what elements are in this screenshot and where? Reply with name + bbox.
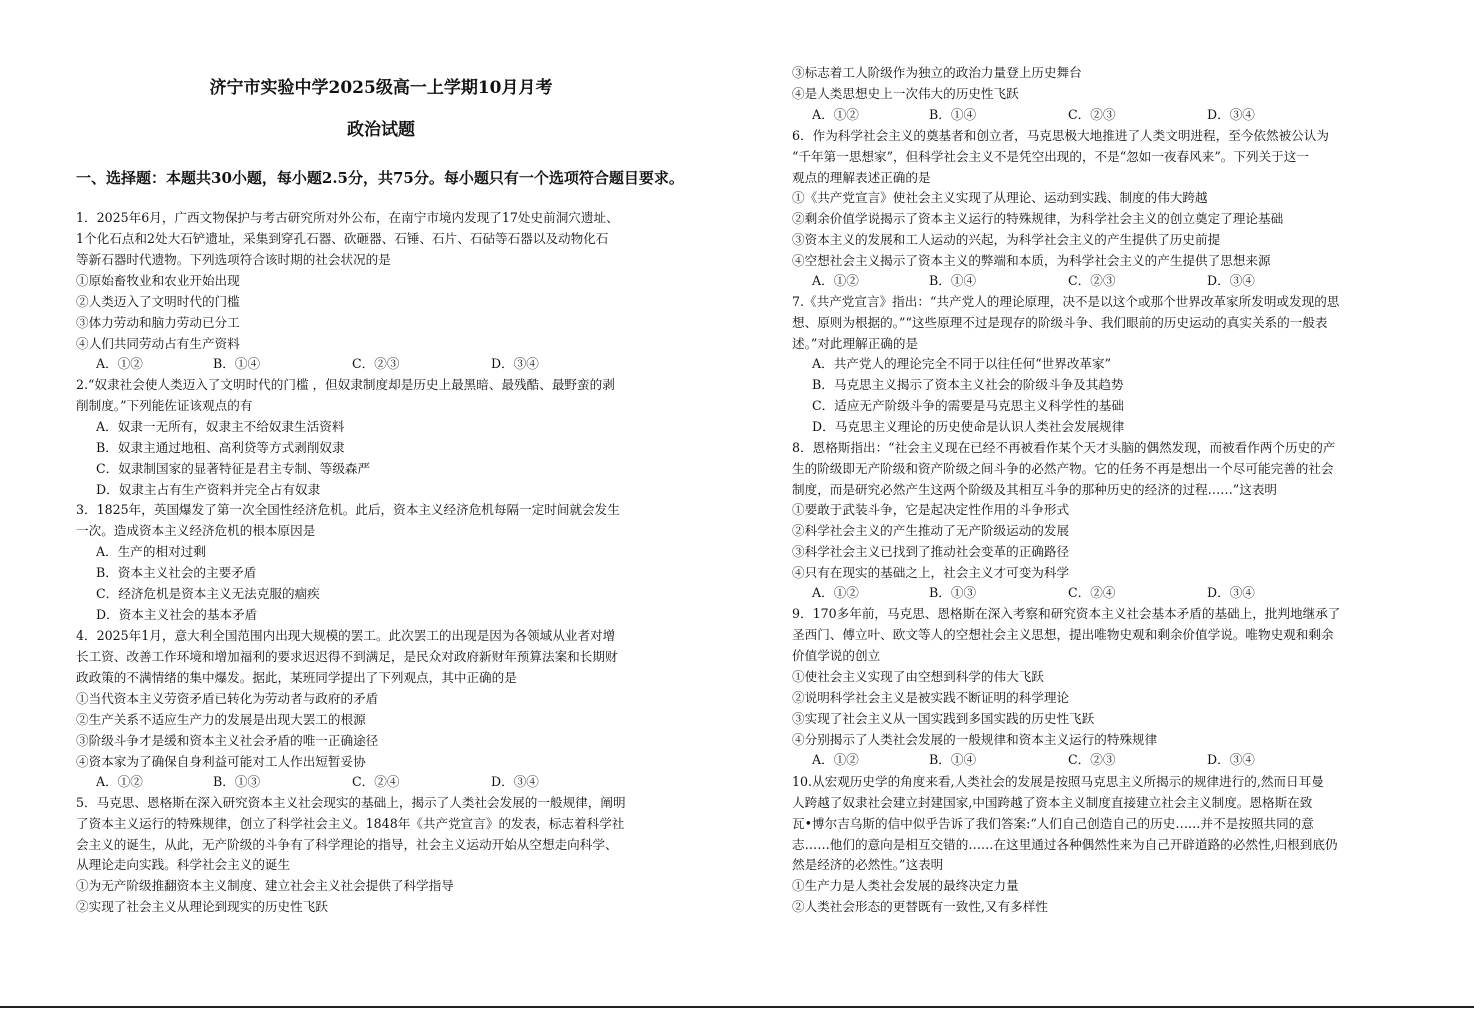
answer-option: B．①④	[929, 752, 977, 767]
left-line-1: 1．2025年6月，广西文物保护与考古研究所对外公布，在南宁市境内发现了17处史前洞穴遗址、	[76, 210, 619, 225]
right-line-4: “千年第一思想家”，但科学社会主义不是凭空出现的，不是“忽如一夜春风来”。下列关于这一	[792, 149, 1309, 164]
left-line-16: A．生产的相对过剩	[96, 544, 206, 559]
right-line-25: 圣西门、傅立叶、欧文等人的空想社会主义思想，提出唯物史观和剩余价值学说。唯物史观和剩余	[792, 627, 1334, 642]
right-line-14: B．马克思主义揭示了资本主义社会的阶级斗争及其趋势	[812, 377, 1124, 392]
answer-option: C．②③	[352, 356, 400, 371]
right-line-1: ③标志着工人阶级作为独立的政治力量登上历史舞台	[792, 65, 1082, 80]
right-line-17: 8．恩格斯指出：“社会主义现在已经不再被看作某个天才头脑的偶然发现，而被看作两个历史的产	[792, 440, 1336, 455]
right-line-36: ①生产力是人类社会发展的最终决定力量	[792, 878, 1019, 893]
left-line-7: ④人们共同劳动占有生产资料	[76, 336, 240, 351]
page-bottom-rule	[0, 1006, 1474, 1008]
right-line-2: ④是人类思想史上一次伟大的历史性飞跃	[792, 86, 1019, 101]
right-options-row-2	[812, 271, 1307, 291]
right-line-37: ②人类社会形态的更替既有一致性,又有多样性	[792, 899, 1048, 914]
right-line-28: ②说明科学社会主义是被实践不断证明的科学理论	[792, 690, 1070, 705]
section-heading: 一、选择题：本题共30小题，每小题2.5分，共75分。每小题只有一个选项符合题目要求。	[76, 169, 684, 187]
left-line-11: B．奴隶主通过地租、高利贷等方式剥削奴隶	[96, 440, 345, 455]
answer-option: A．①②	[812, 107, 859, 122]
answer-option: D．③④	[491, 356, 539, 371]
answer-option: D．③④	[1207, 107, 1255, 122]
right-options-row-4	[812, 750, 1307, 770]
right-line-30: ④分别揭示了人类社会发展的一般规律和资本主义运行的特殊规律	[792, 732, 1158, 747]
answer-option: B．①③	[213, 774, 261, 789]
right-line-19: 制度，而是研究必然产生这两个阶级及其相互斗争的那种历史的经济的过程……”这表明	[792, 482, 1278, 497]
left-line-24: ②生产关系不适应生产力的发展是出现大罢工的根源	[76, 712, 366, 727]
right-line-29: ③实现了社会主义从一国实践到多国实践的历史性飞跃	[792, 711, 1095, 726]
right-line-9: ④空想社会主义揭示了资本主义的弊端和本质，为科学社会主义的产生提供了思想来源	[792, 253, 1271, 268]
right-options-row-1	[812, 105, 1307, 125]
answer-option: B．①③	[929, 585, 977, 600]
left-options-row-2	[96, 772, 591, 792]
left-line-14: 3．1825年，英国爆发了第一次全国性经济危机。此后，资本主义经济危机每隔一定时间就会发生	[76, 502, 620, 517]
left-line-5: ②人类迈入了文明时代的门槛	[76, 294, 240, 309]
right-line-26: 价值学说的创立	[792, 648, 881, 663]
answer-option: D．③④	[1207, 273, 1255, 288]
answer-option: D．③④	[491, 774, 539, 789]
answer-option: C．②③	[1068, 273, 1116, 288]
answer-option: A．①②	[96, 356, 143, 371]
right-line-15: C．适应无产阶级斗争的需要是马克思主义科学性的基础	[812, 398, 1124, 413]
right-line-16: D．马克思主义理论的历史使命是认识人类社会发展规律	[812, 419, 1125, 434]
left-options-row-1	[96, 354, 591, 374]
right-line-35: 然是经济的必然性。”这表明	[792, 857, 944, 872]
answer-option: C．②④	[1068, 585, 1116, 600]
answer-option: A．①②	[812, 585, 859, 600]
right-line-6: ①《共产党宣言》使社会主义实现了从理论、运动到实践、制度的伟大跨越	[792, 190, 1208, 205]
right-line-3: 6．作为科学社会主义的奠基者和创立者，马克思极大地推进了人类文明进程，至今依然被公认为	[792, 128, 1329, 143]
left-line-21: 长工资、改善工作环境和增加福利的要求迟迟得不到满足，是民众对政府新财年预算法案和长期财	[76, 649, 618, 664]
left-line-27: 5．马克思、恩格斯在深入研究资本主义社会现实的基础上，揭示了人类社会发展的一般规律，阐明	[76, 795, 626, 810]
answer-option: C．②④	[352, 774, 400, 789]
left-line-30: 从理论走向实践。科学社会主义的诞生	[76, 857, 291, 872]
right-line-5: 观点的理解表述正确的是	[792, 170, 931, 185]
right-line-23: ④只有在现实的基础之上，社会主义才可变为科学	[792, 565, 1070, 580]
right-line-31: 10.从宏观历史学的角度来看,人类社会的发展是按照马克思主义所揭示的规律进行的,然而日耳曼	[792, 774, 1324, 789]
left-line-2: 1个化石点和2处大石铲遗址，采集到穿孔石器、砍砸器、石锤、石片、石砧等石器以及动物化石	[76, 231, 609, 246]
left-line-20: 4．2025年1月，意大利全国范围内出现大规模的罢工。此次罢工的出现是因为各领域从业者对增	[76, 628, 616, 643]
right-line-11: 想、原则为根据的。”“这些原理不过是现存的阶级斗争、我们眼前的历史运动的真实关系的一般表	[792, 315, 1328, 330]
exam-subtitle: 政治试题	[347, 120, 415, 140]
left-line-22: 政政策的不满情绪的集中爆发。据此，某班同学提出了下列观点，其中正确的是	[76, 670, 517, 685]
answer-option: A．①②	[812, 273, 859, 288]
right-line-27: ①使社会主义实现了由空想到科学的伟大飞跃	[792, 669, 1044, 684]
answer-option: B．①④	[929, 107, 977, 122]
answer-option: C．②③	[1068, 107, 1116, 122]
answer-option: A．①②	[812, 752, 859, 767]
right-line-20: ①要敢于武装斗争，它是起决定性作用的斗争形式	[792, 502, 1070, 517]
left-line-18: C．经济危机是资本主义无法克服的痼疾	[96, 586, 320, 601]
right-line-34: 志……他们的意向是相互交错的……在这里通过各种偶然性来为自己开辟道路的必然性,归根到底仍	[792, 837, 1338, 852]
left-line-8: 2.“奴隶社会使人类迈入了文明时代的门槛 ，但奴隶制度却是历史上最黑暗、最残酷、最野蛮的剥	[76, 377, 615, 392]
right-line-13: A．共产党人的理论完全不同于以往任何“世界改革家”	[812, 356, 1112, 371]
right-line-22: ③科学社会主义已找到了推动社会变革的正确路径	[792, 544, 1070, 559]
right-line-33: 瓦•博尔吉乌斯的信中似乎告诉了我们答案:“人们自己创造自己的历史……并不是按照共同的意	[792, 816, 1314, 831]
left-line-13: D．奴隶主占有生产资料并完全占有奴隶	[96, 482, 321, 497]
answer-option: D．③④	[1207, 585, 1255, 600]
answer-option: A．①②	[96, 774, 143, 789]
right-line-8: ③资本主义的发展和工人运动的兴起，为科学社会主义的产生提供了历史前提	[792, 232, 1221, 247]
right-line-24: 9．170多年前，马克思、恩格斯在深入考察和研究资本主义社会基本矛盾的基础上，批判地继承了	[792, 606, 1341, 621]
left-line-9: 削制度。”下列能佐证该观点的有	[76, 398, 253, 413]
right-line-10: 7.《共产党宣言》指出：“共产党人的理论原理，决不是以这个或那个世界改革家所发明或发现的思	[792, 294, 1340, 309]
left-line-3: 等新石器时代遗物。下列选项符合该时期的社会状况的是	[76, 252, 391, 267]
right-line-18: 生的阶级即无产阶级和资产阶级之间斗争的必然产物。它的任务不再是想出一个尽可能完善的社会	[792, 461, 1334, 476]
left-line-25: ③阶级斗争才是缓和资本主义社会矛盾的唯一正确途径	[76, 733, 379, 748]
left-line-19: D．资本主义社会的基本矛盾	[96, 607, 258, 622]
answer-option: B．①④	[213, 356, 261, 371]
left-line-12: C．奴隶制国家的显著特征是君主专制、等级森严	[96, 461, 371, 476]
left-line-28: 了资本主义运行的特殊规律，创立了科学社会主义。1848年《共产党宣言》的发表，标志着科学社	[76, 816, 625, 831]
left-line-29: 会主义的诞生，从此，无产阶级的斗争有了科学理论的指导，社会主义运动开始从空想走向科学、	[76, 837, 618, 852]
left-line-32: ②实现了社会主义从理论到现实的历史性飞跃	[76, 899, 328, 914]
left-line-15: 一次。造成资本主义经济危机的根本原因是	[76, 523, 316, 538]
right-line-32: 人跨越了奴隶社会建立封建国家,中国跨越了资本主义制度直接建立社会主义制度。恩格斯在致	[792, 795, 1313, 810]
left-line-23: ①当代资本主义劳资矛盾已转化为劳动者与政府的矛盾	[76, 691, 379, 706]
answer-option: B．①④	[929, 273, 977, 288]
right-line-21: ②科学社会主义的产生推动了无产阶级运动的发展	[792, 523, 1070, 538]
left-line-6: ③体力劳动和脑力劳动已分工	[76, 315, 240, 330]
left-line-17: B．资本主义社会的主要矛盾	[96, 565, 257, 580]
right-line-12: 述。”对此理解正确的是	[792, 336, 919, 351]
left-line-10: A．奴隶一无所有，奴隶主不给奴隶生活资料	[96, 419, 345, 434]
answer-option: C．②③	[1068, 752, 1116, 767]
left-line-31: ①为无产阶级推翻资本主义制度、建立社会主义社会提供了科学指导	[76, 878, 454, 893]
right-options-row-3	[812, 583, 1307, 603]
left-line-4: ①原始畜牧业和农业开始出现	[76, 273, 240, 288]
exam-title: 济宁市实验中学2025级高一上学期10月月考	[209, 78, 553, 98]
right-line-7: ②剩余价值学说揭示了资本主义运行的特殊规律，为科学社会主义的创立奠定了理论基础	[792, 211, 1284, 226]
left-line-26: ④资本家为了确保自身利益可能对工人作出短暂妥协	[76, 754, 366, 769]
answer-option: D．③④	[1207, 752, 1255, 767]
